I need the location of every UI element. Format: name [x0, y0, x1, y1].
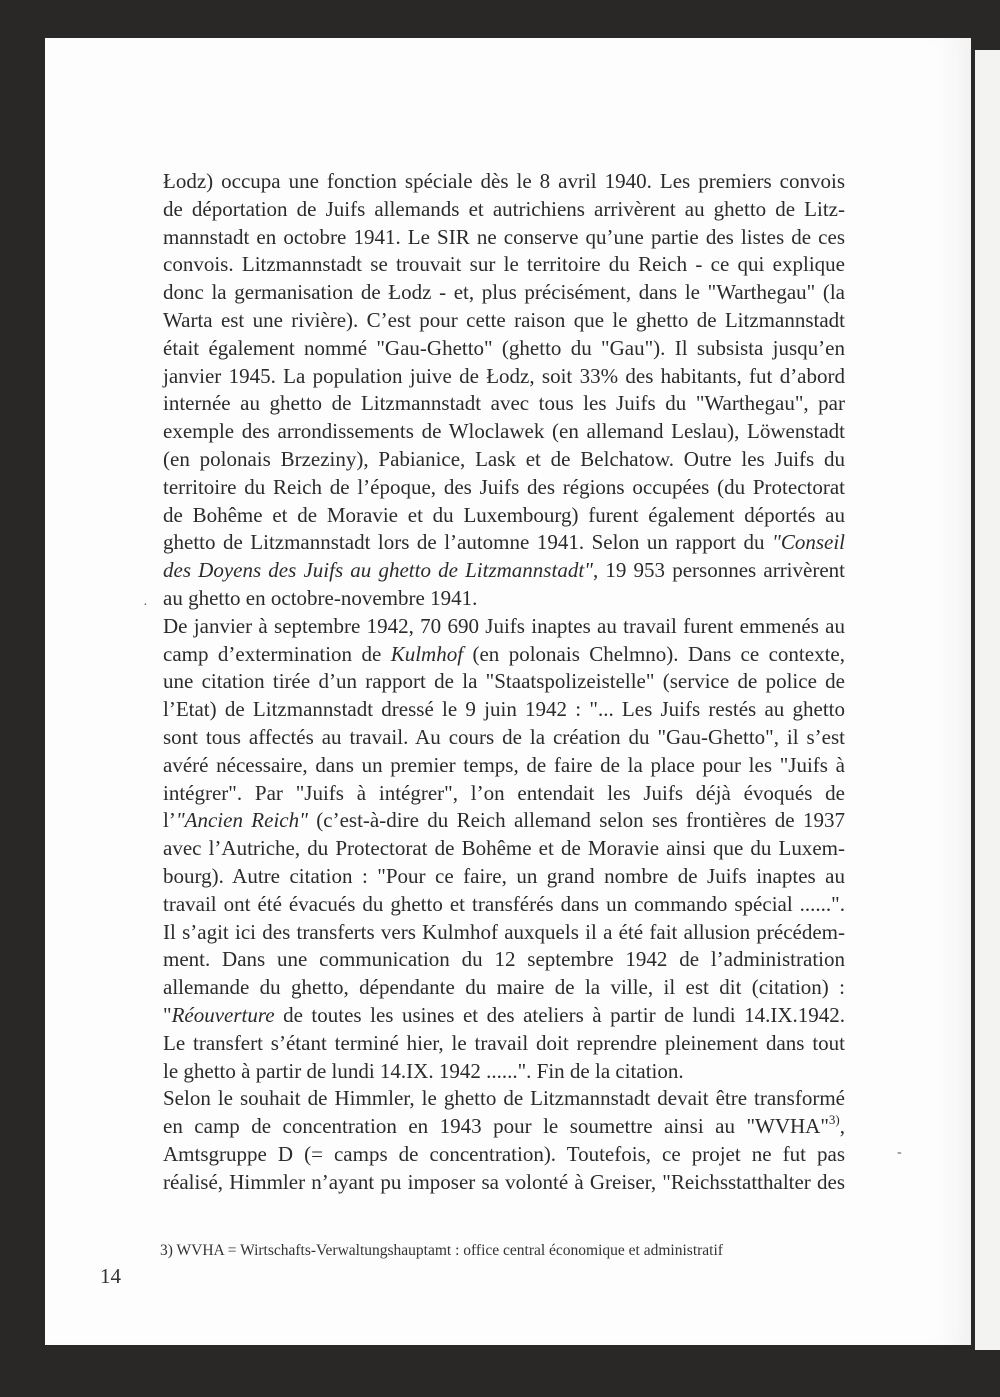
text-line	[163, 863, 845, 891]
text-segment: Łodz) occupa une fonction spéciale dès le 8 avril 1940. Les premiers convois	[163, 169, 845, 193]
text-segment: bourg). Autre citation : "Pour ce faire, un grand nombre de Juifs inaptes au	[163, 863, 845, 888]
next-page-edge	[975, 50, 1000, 1350]
text-segment: donc la germanisation de Łodz - et, plus précisément, dans le "Warthegau" (la	[163, 280, 845, 305]
text-line	[163, 1141, 845, 1169]
text-line	[163, 752, 845, 780]
text-line	[163, 363, 845, 391]
text-segment: sont tous affectés au travail. Au cours de la création du "Gau-Ghetto", il s’est	[163, 724, 845, 749]
text-segment: de Bohême et de Moravie et du Luxembourg) furent également déportés au	[163, 502, 845, 527]
text-segment: (en polonais Brzeziny), Pabianice, Lask et de Belchatow. Outre les Juifs du	[163, 446, 845, 471]
text-segment: de déportation de Juifs allemands et autrichiens arrivèrent au ghetto de Litz-	[163, 196, 845, 221]
text-segment: une citation tirée d’un rapport de la "Staatspolizeistelle" (service de police de	[163, 669, 845, 694]
text-segment: allemande du ghetto, dépendante du maire de la ville, il est dit (citation) :	[163, 975, 845, 1000]
text-line	[163, 529, 845, 557]
text-segment: Il s’agit ici des transferts vers Kulmhof auxquels il a été fait allusion précédem-	[163, 919, 845, 944]
text-segment: en camp de concentration en 1943 pour le soumettre ainsi au "WVHA"	[163, 1114, 829, 1139]
italic-text: "Conseil	[772, 530, 845, 555]
text-segment: Le transfert s’étant terminé hier, le travail doit reprendre pleinement dans tout	[163, 1030, 845, 1055]
text-segment: travail ont été évacués du ghetto et transférés dans un commando spécial ......".	[163, 891, 845, 916]
text-line	[163, 641, 845, 669]
italic-text: Réouverture	[171, 1002, 275, 1027]
text-line	[163, 251, 845, 279]
text-line	[163, 585, 845, 613]
text-segment: exemple des arrondissements de Wloclawek (en allemand Leslau), Löwenstadt	[163, 419, 845, 444]
text-line	[163, 668, 845, 696]
italic-text: "Ancien Reich"	[175, 808, 308, 833]
text-line	[163, 196, 845, 224]
text-line	[163, 446, 845, 474]
text-line	[163, 1113, 845, 1141]
text-segment: l’Etat) de Litzmannstadt dressé le 9 juin 1942 : "... Les Juifs restés au ghetto	[163, 697, 845, 722]
text-line	[163, 279, 845, 307]
text-line	[163, 780, 845, 808]
text-segment: ,	[839, 1114, 845, 1139]
text-line	[163, 307, 845, 335]
text-line	[163, 919, 845, 947]
text-segment: mannstadt en octobre 1941. Le SIR ne conserve qu’une partie des listes de ces	[163, 224, 845, 249]
italic-text: Kulmhof	[390, 641, 464, 666]
text-line	[163, 891, 845, 919]
text-segment: camp d’extermination de	[163, 641, 391, 666]
text-segment: , 19 953 personnes arrivèrent	[592, 558, 845, 583]
page-number: 14	[100, 1264, 121, 1288]
text-line	[163, 474, 845, 502]
text-segment: territoire du Reich de l’époque, des Juifs des régions occupées (du Protectorat	[163, 474, 845, 499]
text-segment: le ghetto à partir de lundi 14.IX. 1942 ......". Fin de la citation.	[163, 1058, 684, 1083]
text-line	[163, 696, 845, 724]
text-line	[163, 1002, 845, 1030]
scan-mark: ·	[143, 598, 148, 613]
text-segment: janvier 1945. La population juive de Łodz, soit 33% des habitants, fut d’abord	[163, 363, 845, 388]
text-segment: Selon le souhait de Himmler, le ghetto de Litzmannstadt devait être transformé	[163, 1086, 845, 1111]
text-line	[163, 1030, 845, 1058]
text-segment: Amtsgruppe D (= camps de concentration). Toutefois, ce projet ne fut pas	[163, 1141, 845, 1166]
text-line	[163, 613, 845, 641]
text-segment: internée au ghetto de Litzmannstadt avec tous les Juifs du "Warthegau", par	[163, 391, 845, 416]
text-line	[163, 390, 845, 418]
text-line	[163, 807, 845, 835]
text-segment: intégrer". Par "Juifs à intégrer", l’on entendait les Juifs déjà évoqués de	[163, 780, 845, 805]
footnote-ref: 3)	[828, 1112, 840, 1128]
text-line	[163, 1058, 845, 1086]
text-segment: ment. Dans une communication du 12 septembre 1942 de l’administration	[163, 947, 845, 972]
text-segment: ghetto de Litzmannstadt lors de l’automne 1941. Selon un rapport du	[163, 530, 772, 555]
text-segment: "	[163, 1002, 172, 1027]
text-line	[163, 502, 845, 530]
text-line	[163, 1169, 845, 1197]
text-line	[163, 557, 845, 585]
text-segment: au ghetto en octobre-novembre 1941.	[163, 585, 478, 610]
text-line	[163, 168, 845, 196]
text-segment: avec l’Autriche, du Protectorat de Bohême et de Moravie ainsi que du Luxem-	[163, 836, 845, 861]
text-line	[163, 946, 845, 974]
body-text	[163, 168, 845, 1196]
text-line	[163, 724, 845, 752]
text-line	[163, 835, 845, 863]
text-segment: de toutes les usines et des ateliers à partir de lundi 14.IX.1942.	[274, 1002, 845, 1027]
text-segment: était également nommé "Gau-Ghetto" (ghetto du "Gau"). Il subsista jusqu’en	[163, 335, 845, 360]
text-line	[163, 974, 845, 1002]
text-segment: (c’est-à-dire du Reich allemand selon ses frontières de 1937	[307, 808, 845, 833]
text-line	[163, 1085, 845, 1113]
text-segment: (en polonais Chelmno). Dans ce contexte,	[463, 641, 845, 666]
text-segment: convois. Litzmannstadt se trouvait sur le territoire du Reich - ce qui explique	[163, 252, 845, 277]
text-segment: Warta est une rivière). C’est pour cette raison que le ghetto de Litzmannstadt	[163, 307, 845, 332]
text-line	[163, 418, 845, 446]
text-segment: réalisé, Himmler n’ayant pu imposer sa volonté à Greiser, "Reichsstatthalter des	[163, 1169, 845, 1194]
text-segment: avéré nécessaire, dans un premier temps, de faire de la place pour les "Juifs à	[163, 752, 845, 777]
scan-mark: -	[897, 1145, 902, 1160]
text-segment: De janvier à septembre 1942, 70 690 Juifs inaptes au travail furent emmenés au	[163, 613, 845, 638]
text-segment: l’	[163, 808, 176, 833]
italic-text: des Doyens des Juifs au ghetto de Litzmannstadt"	[163, 558, 593, 583]
text-line	[163, 335, 845, 363]
footnote: 3) WVHA = Wirtschafts-Verwaltungshauptamt : office central économique et administratif	[160, 1242, 723, 1259]
text-line	[163, 224, 845, 252]
